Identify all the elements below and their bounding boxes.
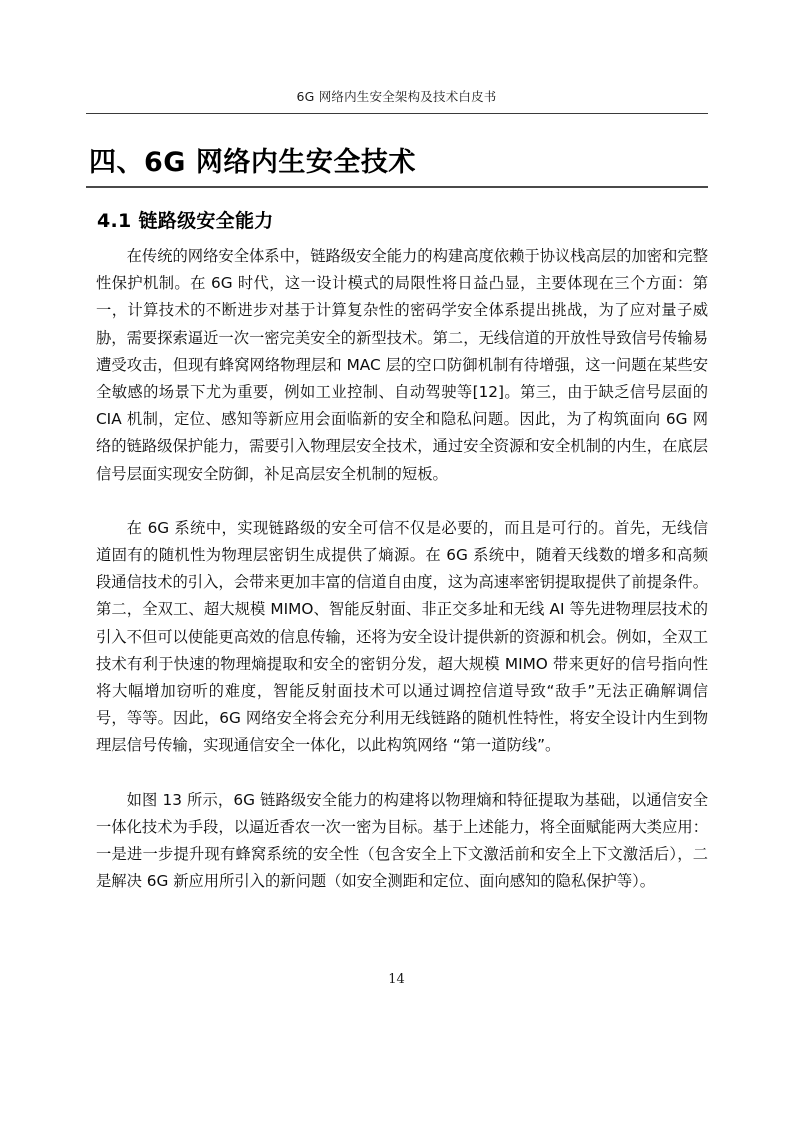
section-heading: 4.1 链路级安全能力	[97, 210, 274, 232]
page-header	[0, 0, 793, 120]
body-paragraph: 在传统的网络安全体系中，链路级安全能力的构建高度依赖于协议栈高层的加密和完整性保护机制。在 6G 时代，这一设计模式的局限性将日益凸显，主要体现在三个方面：第一，计算技术的不断进步对基于计算复杂性的密码学安全体系提出挑战，为了应对量子威胁，需要探索逼近一次一密完美安全的新型技术。第二，无线信道的开放性导致信号传输易遭受攻击，但现有蜂窝网络物理层和 MAC 层的空口防御机制有待增强，这一问题在某些安全敏感的场景下尤为重要，例如工业控制、自动驾驶等[12]。第三，由于缺乏信号层面的 CIA 机制，定位、感知等新应用会面临新的安全和隐私问题。因此，为了构筑面向 6G 网络的链路级保护能力，需要引入物理层安全技术，通过安全资源和安全机制的内生，在底层信号层面实现安全防御，补足高层安全机制的短板。	[96, 247, 708, 483]
header-divider	[86, 113, 708, 114]
running-header-text: 6G 网络内生安全架构及技术白皮书	[296, 89, 497, 104]
body-paragraph: 在 6G 系统中，实现链路级的安全可信不仅是必要的，而且是可行的。首先，无线信道固有的随机性为物理层密钥生成提供了熵源。在 6G 系统中，随着天线数的增多和高频段通信技术的引入，会带来更加丰富的信道自由度，这为高速率密钥提取提供了前提条件。第二，全双工、超大规模 MIMO、智能反射面、非正交多址和无线 AI 等先进物理层技术的引入不但可以使能更高效的信息传输，还将为安全设计提供新的资源和机会。例如，全双工技术有利于快速的物理熵提取和安全的密钥分发，超大规模 MIMO 带来更好的信号指向性将大幅增加窃听的难度，智能反射面技术可以通过调控信道导致“敌手”无法正确解调信号，等等。因此，6G 网络安全将会充分利用无线链路的随机性特性，将安全设计内生到物理层信号传输，实现通信安全一体化，以此构筑网络 “第一道防线”。	[96, 518, 708, 755]
chapter-title-divider	[86, 186, 708, 188]
body-paragraph: 如图 13 所示，6G 链路级安全能力的构建将以物理熵和特征提取为基础，以通信安全一体化技术为手段，以逼近香农一次一密为目标。基于上述能力，将全面赋能两大类应用：一是进一步提升现有蜂窝系统的安全性（包含安全上下文激活前和安全上下文激活后），二是解决 6G 新应用所引入的新问题（如安全测距和定位、面向感知的隐私保护等）。	[96, 790, 708, 891]
chapter-title: 四、6G 网络内生安全技术	[89, 147, 416, 178]
body-content	[96, 243, 708, 895]
page-number: 14	[388, 972, 405, 987]
